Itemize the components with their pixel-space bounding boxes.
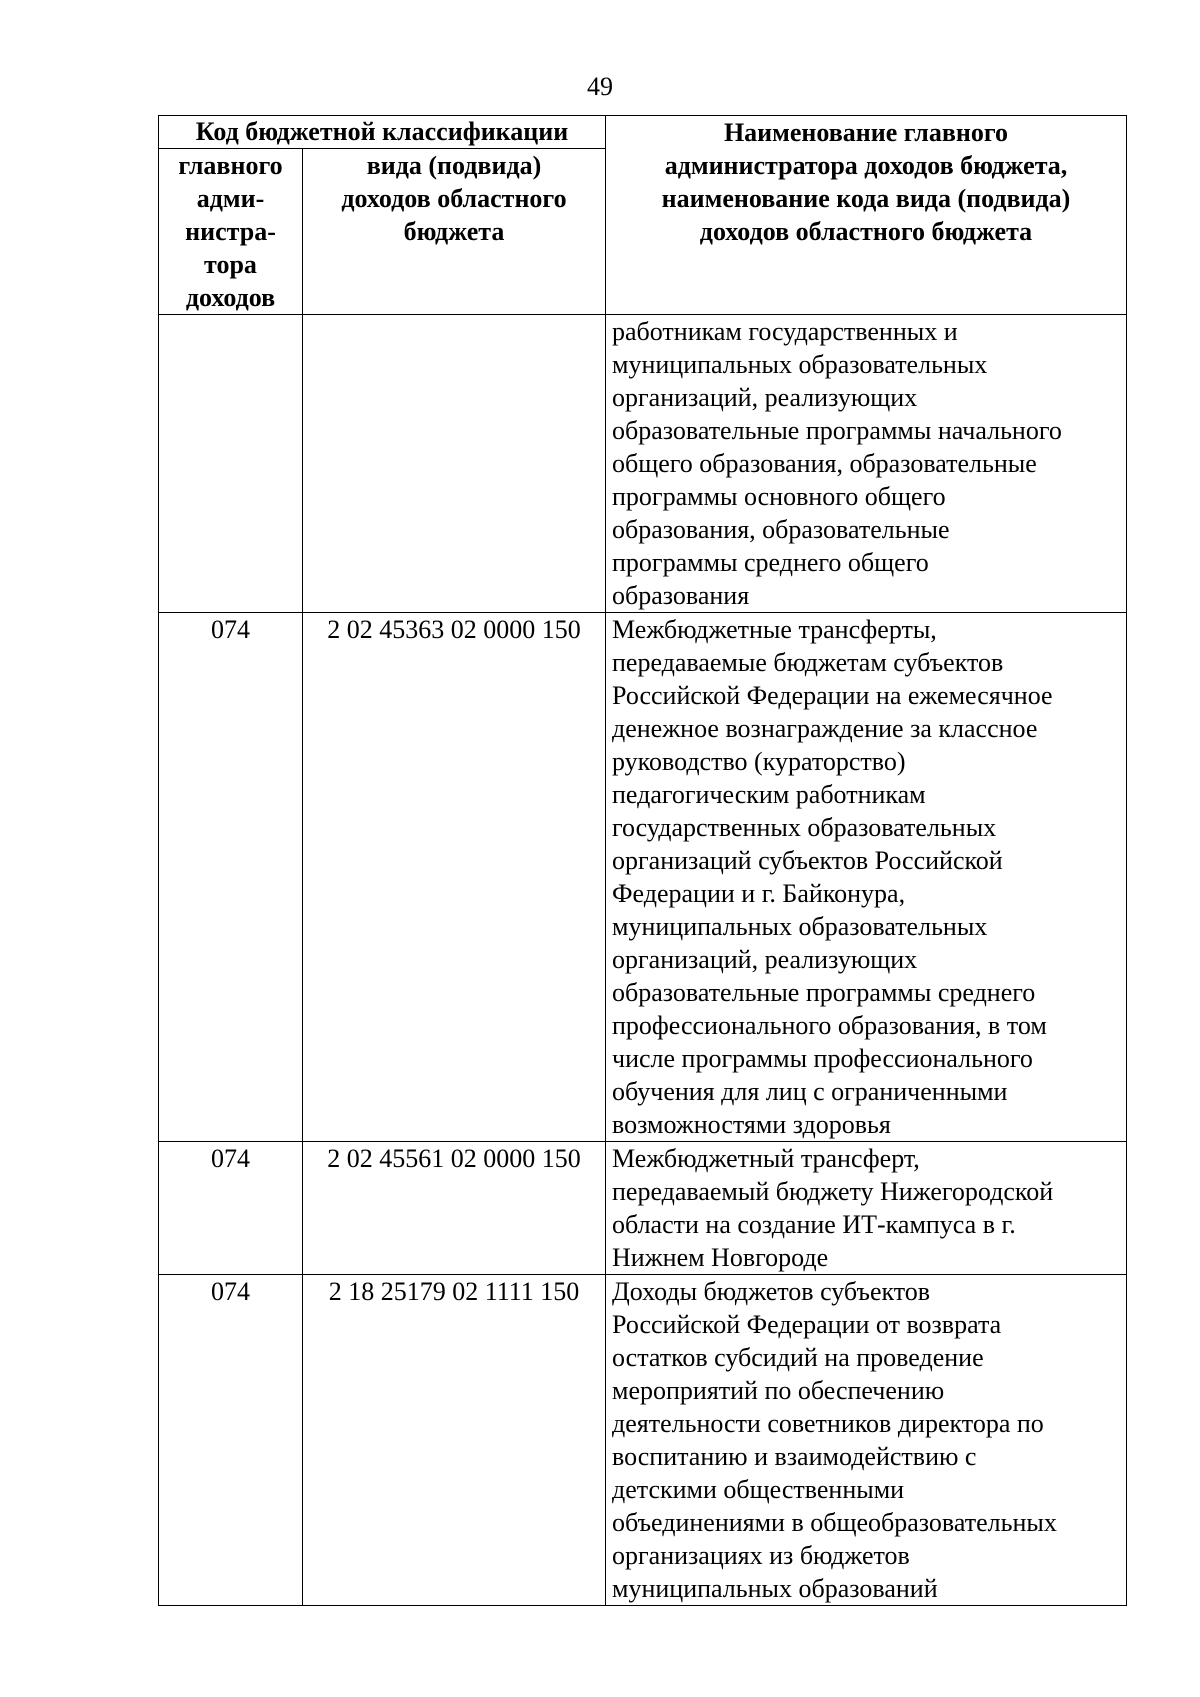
table-body xyxy=(159,315,1127,1606)
header-kind-line: доходов областного xyxy=(341,184,567,213)
header-name-line: наименование кода вида (подвида) xyxy=(661,184,1071,213)
admin-code-cell xyxy=(159,315,303,613)
description-line: обучения для лиц с ограниченными xyxy=(612,1077,1008,1106)
header-name-line: Наименование главного xyxy=(723,118,1009,147)
description-line: организаций, реализующих xyxy=(612,945,918,974)
revenue-code-cell xyxy=(303,315,606,613)
admin-code-cell: 074 xyxy=(159,613,303,1142)
description-cell xyxy=(606,613,1127,1142)
description-line: муниципальных образовательных xyxy=(612,912,988,941)
description-line: организациях из бюджетов xyxy=(612,1541,910,1570)
description-line: Межбюджетные трансферты, xyxy=(612,615,937,644)
table-row xyxy=(159,613,1127,1142)
description-line: Нижнем Новгороде xyxy=(612,1243,829,1272)
description-line: передаваемые бюджетам субъектов xyxy=(612,648,1004,677)
header-name-column xyxy=(606,116,1127,315)
description-line: образования xyxy=(612,581,750,610)
description-line: организаций субъектов Российской xyxy=(612,846,1003,875)
header-admin-line: тора xyxy=(204,250,257,279)
admin-code-cell: 074 xyxy=(159,1275,303,1606)
description-line: муниципальных образований xyxy=(612,1574,938,1603)
description-line: образовательные программы среднего xyxy=(612,978,1036,1007)
description-line: образования, образовательные xyxy=(612,515,950,544)
description-line: работникам государственных и xyxy=(612,317,958,346)
revenue-code-cell: 2 02 45561 02 0000 150 xyxy=(303,1142,606,1275)
description-line: образовательные программы начального xyxy=(612,416,1062,445)
description-line: объединениями в общеобразовательных xyxy=(612,1508,1057,1537)
description-line: Межбюджетный трансферт, xyxy=(612,1144,920,1173)
description-cell xyxy=(606,1142,1127,1275)
description-line: Российской Федерации от возврата xyxy=(612,1310,1002,1339)
description-line: программы основного общего xyxy=(612,482,946,511)
page-number: 49 xyxy=(587,72,613,101)
description-line: руководство (кураторство) xyxy=(612,747,906,776)
description-line: денежное вознаграждение за классное xyxy=(612,714,1038,743)
description-line: остатков субсидий на проведение xyxy=(612,1343,984,1372)
header-name-line: администратора доходов бюджета, xyxy=(664,151,1068,180)
description-line: мероприятий по обеспечению xyxy=(612,1376,945,1405)
header-admin-line: главного xyxy=(178,151,283,180)
description-line: государственных образовательных xyxy=(612,813,997,842)
description-line: общего образования, образовательные xyxy=(612,449,1037,478)
table-header xyxy=(159,116,1127,315)
description-line: передаваемый бюджету Нижегородской xyxy=(612,1177,1054,1206)
table-row xyxy=(159,315,1127,613)
header-kind-line: вида (подвида) xyxy=(366,151,542,180)
description-line: организаций, реализующих xyxy=(612,383,918,412)
admin-code-cell: 074 xyxy=(159,1142,303,1275)
description-line: детскими общественными xyxy=(612,1475,905,1504)
header-name-line: доходов областного бюджета xyxy=(699,217,1033,246)
header-admin-column xyxy=(159,149,303,315)
description-line: профессионального образования, в том xyxy=(612,1011,1047,1040)
description-line: Доходы бюджетов субъектов xyxy=(612,1277,931,1306)
header-budget-classification-code: Код бюджетной классификации xyxy=(159,116,606,149)
revenue-code-cell: 2 18 25179 02 1111 150 xyxy=(303,1275,606,1606)
table-row xyxy=(159,1275,1127,1606)
description-line: области на создание ИТ-кампуса в г. xyxy=(612,1210,1016,1239)
description-line: воспитанию и взаимодействию с xyxy=(612,1442,977,1471)
description-line: числе программы профессионального xyxy=(612,1044,1033,1073)
budget-classification-table xyxy=(158,115,1127,1606)
description-line: программы среднего общего xyxy=(612,548,929,577)
header-admin-line: доходов xyxy=(185,283,276,312)
description-cell xyxy=(606,1275,1127,1606)
header-kind-line: бюджета xyxy=(403,217,505,246)
table-row xyxy=(159,1142,1127,1275)
description-line: возможностями здоровья xyxy=(612,1110,891,1139)
revenue-code-cell: 2 02 45363 02 0000 150 xyxy=(303,613,606,1142)
description-line: Российской Федерации на ежемесячное xyxy=(612,681,1053,710)
header-admin-line: нистра- xyxy=(185,217,276,246)
description-line: деятельности советников директора по xyxy=(612,1409,1044,1438)
description-line: педагогическим работникам xyxy=(612,780,926,809)
description-line: Федерации и г. Байконура, xyxy=(612,879,906,908)
description-line: муниципальных образовательных xyxy=(612,350,988,379)
header-kind-column xyxy=(303,149,606,315)
description-cell xyxy=(606,315,1127,613)
header-admin-line: адми- xyxy=(196,184,265,213)
